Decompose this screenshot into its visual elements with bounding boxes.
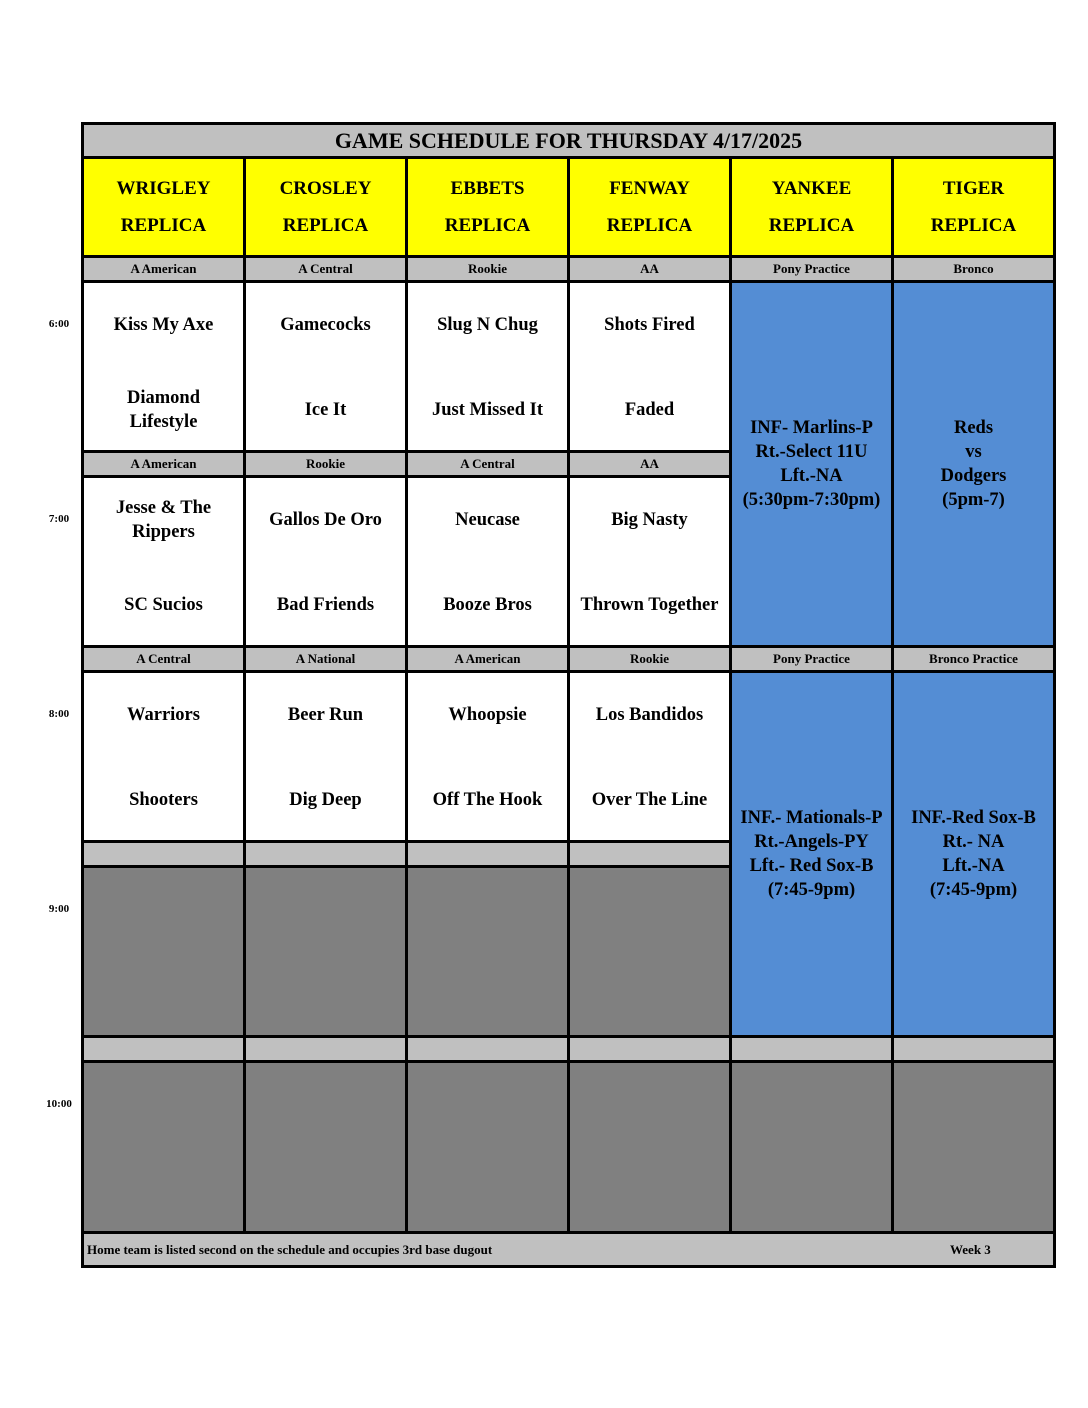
field-sub: REPLICA [768,215,855,236]
time-label: 7:00 [48,513,70,525]
away-team: Los Bandidos [595,705,704,725]
game-cell [570,673,729,840]
home-team: SC Sucios [124,595,203,615]
away-team: Neucase [455,510,520,530]
game-cell [84,283,243,450]
division-label: Rookie [246,453,405,475]
division-label: A Central [408,453,567,475]
time-label: 9:00 [48,903,70,915]
home-team: Thrown Together [580,595,719,615]
empty-slot [84,868,243,1035]
empty-slot [570,1063,729,1231]
footer [84,1234,1053,1265]
footer-note: Home team is listed second on the schedule and occupies 3rd base dugout [87,1242,493,1257]
away-team: Warriors [127,705,200,725]
empty-division-row [84,843,243,865]
empty-division-row [894,1038,1053,1060]
game-cell [246,478,405,645]
division-label: A American [84,453,243,475]
time-label: 6:00 [48,318,70,330]
field-header-yankee [732,159,891,255]
game-cell [570,478,729,645]
empty-division-row [732,1038,891,1060]
home-team: Bad Friends [276,595,375,615]
empty-slot [570,868,729,1035]
empty-slot [732,1063,891,1231]
practice-block-yankee-late: INF.- Mationals-P Rt.-Angels-PY Lft.- Red Sox-B (7:45-9pm) [732,673,891,1035]
division-label: Bronco [894,258,1053,280]
time-label: 8:00 [48,708,70,720]
division-label: Pony Practice [732,648,891,670]
home-team: Booze Bros [443,595,532,615]
division-label: A American [84,258,243,280]
empty-slot [246,868,405,1035]
practice-block-tiger-early: Reds vs Dodgers (5pm-7) [894,283,1053,645]
field-name: TIGER [942,178,1005,199]
division-label: Rookie [408,258,567,280]
away-team: Big Nasty [611,510,688,530]
empty-slot [894,1063,1053,1231]
division-label: A Central [84,648,243,670]
game-cell [246,673,405,840]
empty-division-row [570,843,729,865]
game-cell [84,478,243,645]
empty-slot [246,1063,405,1231]
empty-division-row [246,843,405,865]
field-sub: REPLICA [120,215,207,236]
away-team: Beer Run [287,705,364,725]
division-label: Pony Practice [732,258,891,280]
game-cell [84,673,243,840]
field-header-crosley [246,159,405,255]
away-team: Kiss My Axe [113,315,214,335]
game-cell [408,673,567,840]
game-cell [408,283,567,450]
field-sub: REPLICA [930,215,1017,236]
game-cell [570,283,729,450]
home-team: Just Missed It [431,400,543,420]
home-team: Diamond Lifestyle [127,388,200,432]
away-team: Gamecocks [280,315,371,335]
home-team: Shooters [129,790,198,810]
division-label: A Central [246,258,405,280]
empty-division-row [408,1038,567,1060]
practice-block-yankee-early: INF- Marlins-P Rt.-Select 11U Lft.-NA (5:30pm-7:30pm) [732,283,891,645]
division-label: A National [246,648,405,670]
division-label: A American [408,648,567,670]
empty-division-row [570,1038,729,1060]
home-team: Ice It [304,400,347,420]
away-team: Whoopsie [448,705,527,725]
field-header-tiger [894,159,1053,255]
field-header-ebbets [408,159,567,255]
game-cell [246,283,405,450]
field-name: CROSLEY [279,178,372,199]
division-label: Rookie [570,648,729,670]
empty-division-row [408,843,567,865]
division-label: AA [570,453,729,475]
empty-slot [408,1063,567,1231]
division-label: Bronco Practice [894,648,1053,670]
empty-slot [408,868,567,1035]
away-team: Gallos De Oro [269,510,382,530]
home-team: Dig Deep [289,790,362,810]
home-team: Over The Line [591,790,708,810]
empty-slot [84,1063,243,1231]
home-team: Off The Hook [432,790,543,810]
field-name: EBBETS [450,178,525,199]
week-label: Week 3 [950,1242,991,1257]
field-name: WRIGLEY [116,178,211,199]
away-team: Jesse & The Rippers [115,498,212,542]
field-sub: REPLICA [444,215,531,236]
field-header-fenway [570,159,729,255]
page-title: GAME SCHEDULE FOR THURSDAY 4/17/2025 [84,125,1053,156]
game-cell [408,478,567,645]
empty-division-row [246,1038,405,1060]
time-label: 10:00 [46,1098,72,1110]
field-name: YANKEE [771,178,852,199]
away-team: Slug N Chug [437,315,538,335]
home-team: Faded [624,400,675,420]
away-team: Shots Fired [604,315,695,335]
practice-block-tiger-late: INF.-Red Sox-B Rt.- NA Lft.-NA (7:45-9pm) [894,673,1053,1035]
field-name: FENWAY [609,178,690,199]
field-header-wrigley [84,159,243,255]
field-sub: REPLICA [282,215,369,236]
field-sub: REPLICA [606,215,693,236]
division-label: AA [570,258,729,280]
empty-division-row [84,1038,243,1060]
